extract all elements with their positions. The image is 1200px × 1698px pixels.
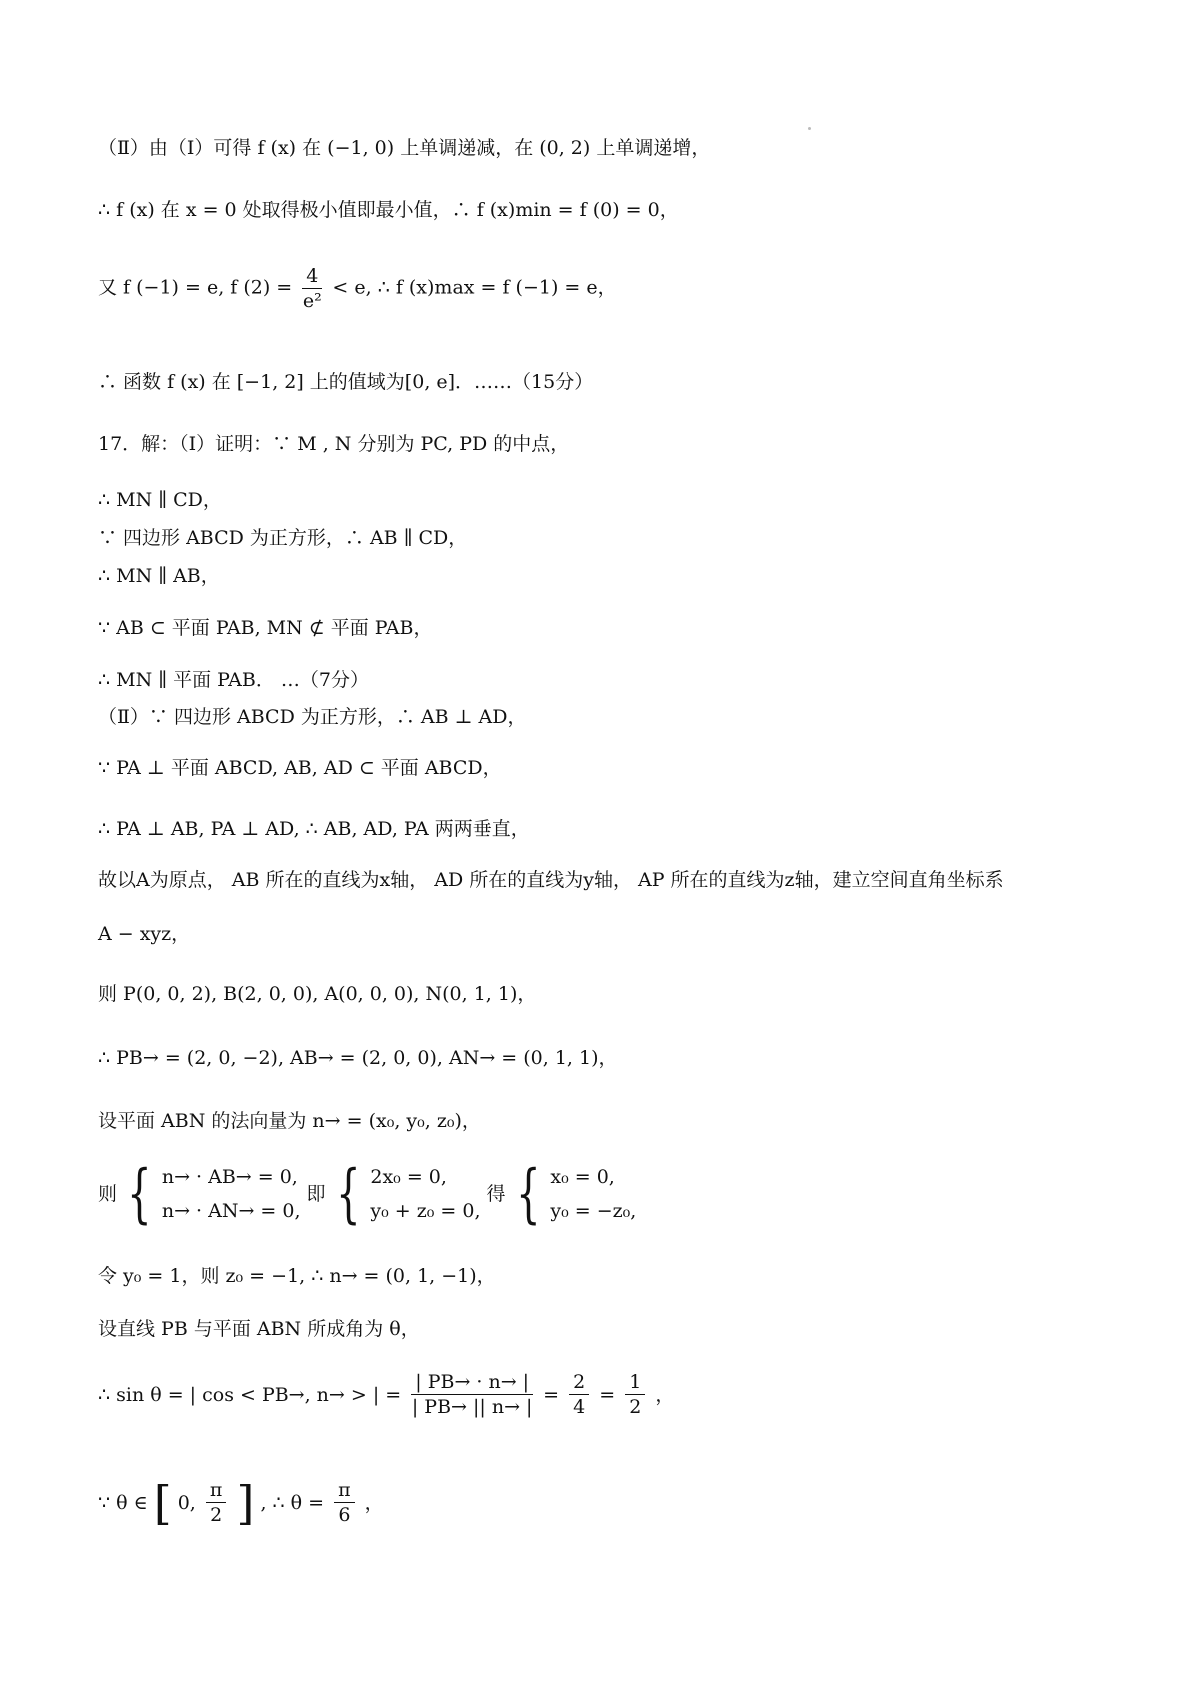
fraction-pi-over-6 [334,1478,355,1527]
left-brace: { [335,1157,361,1231]
text-line-15: A − xyz， [98,923,191,945]
text-line-13: ∴ PA ⊥ AB, PA ⊥ AD, ∴ AB, AD, PA 两两垂直， [98,818,530,840]
text-line-14: 故以A为原点， AB 所在的直线为x轴， AD 所在的直线为y轴， AP 所在的直线为z轴，建立空间直角坐标系 [98,869,1004,891]
sine-equation-line [98,1370,674,1419]
system-mid-1: 即 [306,1183,326,1205]
text-line-7: ∵ 四边形 ABCD 为正方形，∴ AB ∥ CD， [98,527,468,549]
text-line-4: ∴ 函数 f (x) 在 [−1, 2] 上的值域为[0, e]．……（15分） [98,371,594,393]
fraction-2-over-4 [569,1370,589,1419]
sine-suffix: ， [655,1383,675,1406]
system-mid-2: 得 [486,1183,506,1205]
fraction-numerator: 1 [625,1370,645,1395]
equation-system-line [98,1157,637,1231]
fraction-numerator: π [334,1478,355,1503]
fraction-numerator: π [206,1478,227,1503]
fraction-numerator: 4 [302,264,322,289]
right-bracket: ] [236,1475,255,1530]
line3-prefix: 又 f (−1) = e, f (2) = [98,276,293,299]
fraction-numerator: 2 [569,1370,589,1395]
text-line-17: ∴ PB→ = (2, 0, −2), AB→ = (2, 0, 0), AN→ = (0, 1, 1)， [98,1047,618,1069]
fraction-denominator: 6 [338,1504,351,1526]
fraction-denominator: e² [302,290,322,312]
fraction-dot-over-norms [411,1370,533,1419]
system-1-row-1: n→ · AB→ = 0, [161,1166,298,1188]
theta-mid: , ∴ θ = [260,1491,325,1514]
system-3 [550,1160,636,1228]
system-1 [162,1160,301,1228]
system-1-row-2: n→ · AN→ = 0, [161,1200,301,1222]
fraction-denominator: 4 [573,1396,586,1418]
fraction-pi-over-2 [206,1478,227,1527]
text-line-9: ∵ AB ⊂ 平面 PAB, MN ⊄ 平面 PAB， [98,617,433,639]
text-line-2: ∴ f (x) 在 x = 0 处取得极小值即最小值，∴ f (x)min = f (0) = 0， [98,199,679,221]
theta-suffix: ， [364,1491,384,1514]
system-2-row-2: y₀ + z₀ = 0, [370,1200,481,1222]
system-lead: 则 [98,1183,118,1205]
fraction-1-over-2 [625,1370,645,1419]
text-line-6: ∴ MN ∥ CD， [98,489,222,511]
theta-prefix: ∵ θ ∈ [98,1491,148,1514]
fraction-denominator: 2 [629,1396,642,1418]
fraction-denominator: 2 [210,1504,223,1526]
line3-suffix: < e, ∴ f (x)max = f (−1) = e， [332,276,617,299]
left-bracket: [ [153,1475,172,1530]
system-3-row-2: y₀ = −z₀, [550,1200,637,1222]
system-3-row-1: x₀ = 0, [550,1166,615,1188]
fraction-4-over-e2 [302,264,322,313]
text-line-12: ∵ PA ⊥ 平面 ABCD, AB, AD ⊂ 平面 ABCD， [98,757,502,779]
text-line-5: 17．解：（Ⅰ）证明：∵ M , N 分别为 PC, PD 的中点， [98,433,570,455]
text-line-3 [98,264,617,313]
theta-interval-start: 0, [177,1491,196,1514]
text-line-16: 则 P(0, 0, 2), B(2, 0, 0), A(0, 0, 0), N(0, 1, 1)， [98,983,537,1005]
left-brace: { [515,1157,541,1231]
sine-prefix: ∴ sin θ = | cos < PB→, n→ > | = [98,1383,402,1406]
text-line-20: 设直线 PB 与平面 ABN 所成角为 θ， [98,1318,420,1340]
theta-range-line [98,1475,384,1530]
text-line-19: 令 y₀ = 1，则 z₀ = −1, ∴ n→ = (0, 1, −1)， [98,1265,496,1287]
equals-sign: = [599,1383,616,1406]
left-brace: { [127,1157,152,1231]
text-line-8: ∴ MN ∥ AB， [98,565,220,587]
text-line-11: （Ⅱ）∵ 四边形 ABCD 为正方形，∴ AB ⊥ AD， [98,706,527,728]
text-line-10: ∴ MN ∥ 平面 PAB． …（7分） [98,669,369,691]
system-2-row-1: 2x₀ = 0, [370,1166,447,1188]
scan-speck [808,127,811,130]
system-2 [370,1160,480,1228]
fraction-numerator: | PB→ · n→ | [411,1370,533,1395]
text-line-18: 设平面 ABN 的法向量为 n→ = (x₀, y₀, z₀)， [98,1110,481,1132]
text-line-1: （Ⅱ）由（Ⅰ）可得 f (x) 在 (−1, 0) 上单调递减，在 (0, 2) 上单调递增， [98,137,711,159]
fraction-denominator: | PB→ || n→ | [411,1396,533,1418]
equals-sign: = [543,1383,560,1406]
